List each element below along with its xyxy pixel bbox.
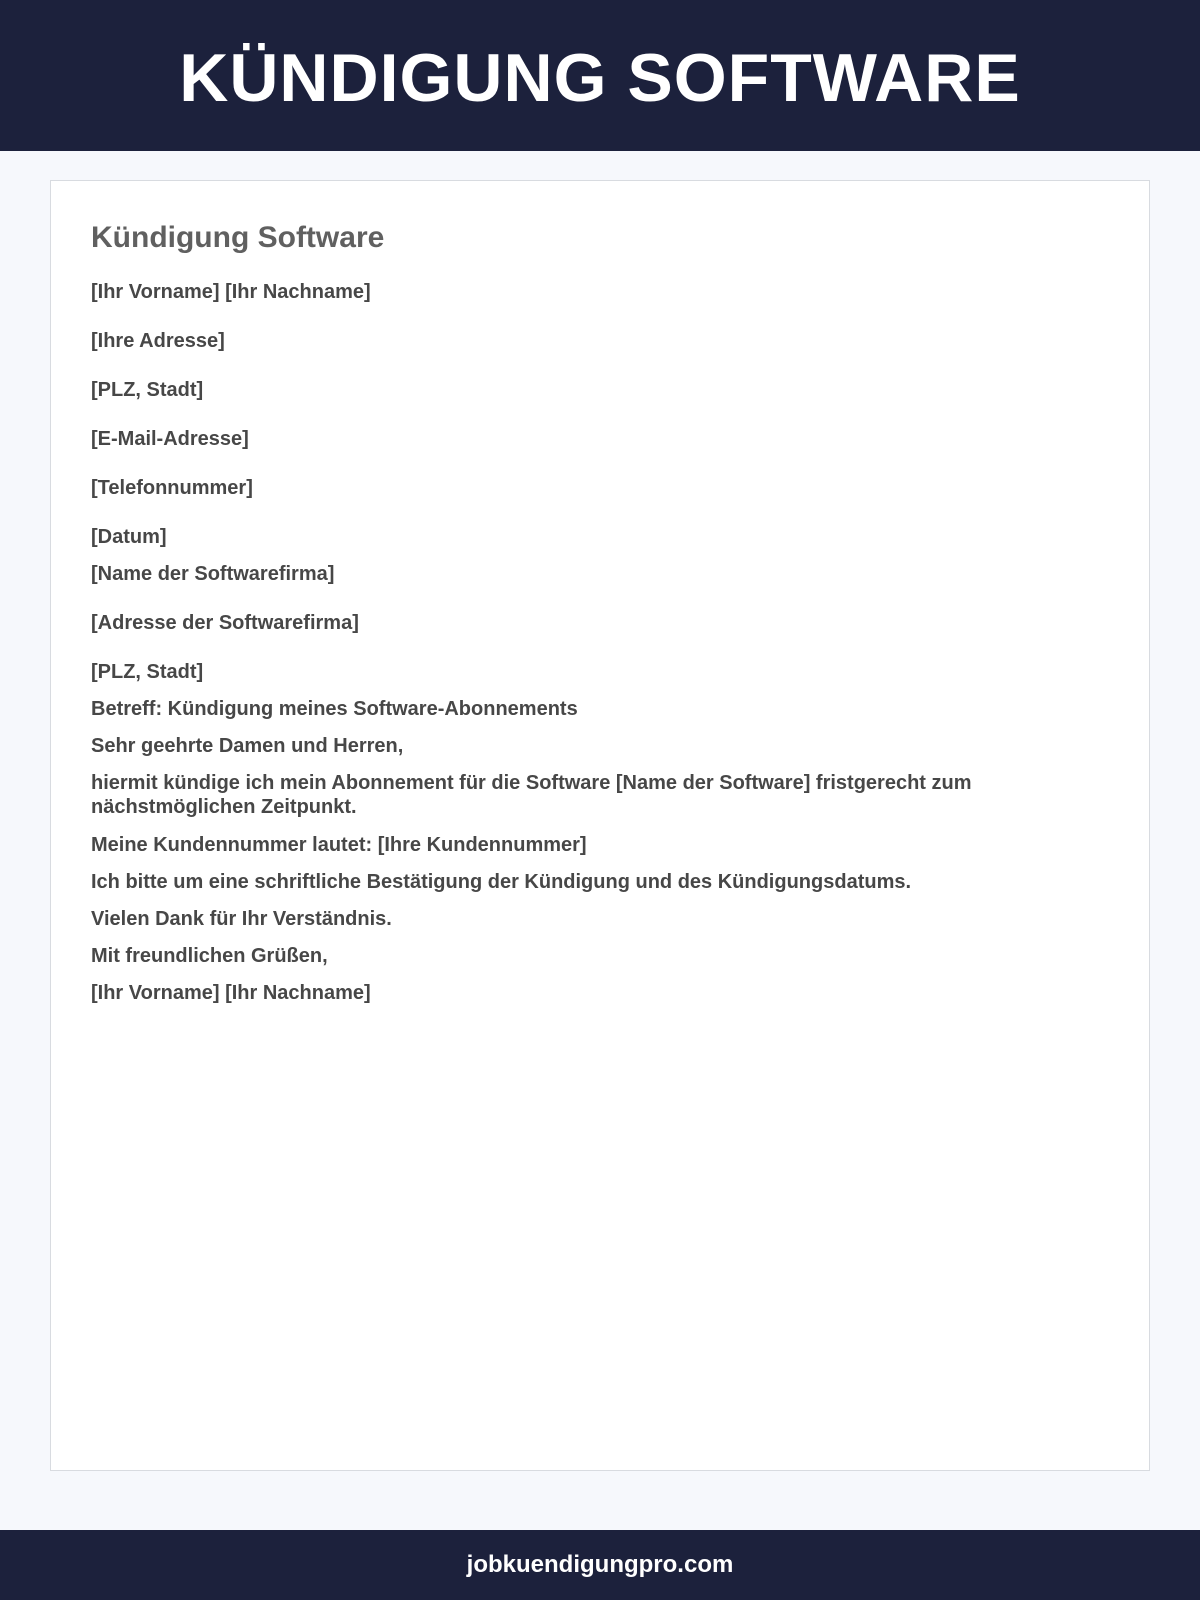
body-thanks: Vielen Dank für Ihr Verständnis. (91, 908, 392, 930)
sender-city: [PLZ, Stadt] (91, 379, 204, 401)
letter-salutation: Sehr geehrte Damen und Herren, (91, 735, 404, 757)
letter-closing: Mit freundlichen Grüßen, (91, 945, 328, 967)
letter-signature: [Ihr Vorname] [Ihr Nachname] (91, 982, 371, 1004)
sender-email: [E-Mail-Adresse] (91, 428, 249, 450)
letter-date: [Datum] (91, 526, 167, 548)
recipient-address: [Adresse der Softwarefirma] (91, 612, 359, 634)
document-title: Kündigung Software (91, 221, 385, 254)
sender-address: [Ihre Adresse] (91, 330, 225, 352)
header-title: KÜNDIGUNG SOFTWARE (179, 39, 1021, 116)
sender-name: [Ihr Vorname] [Ihr Nachname] (91, 281, 371, 303)
recipient-name: [Name der Softwarefirma] (91, 563, 335, 585)
body-cancellation: hiermit kündige ich mein Abonnement für die Software [Name der Software] fristgerecht zum nächstmöglichen Zeitpunkt. (91, 772, 972, 818)
body-confirmation-request: Ich bitte um eine schriftliche Bestätigung der Kündigung und des Kündigungsdatums. (91, 871, 912, 893)
sender-phone: [Telefonnummer] (91, 477, 253, 499)
page-header (0, 0, 1200, 151)
letter-card (50, 180, 1150, 1471)
page-footer (0, 1530, 1200, 1600)
letter-subject: Betreff: Kündigung meines Software-Abonnements (91, 698, 578, 720)
body-customer-number: Meine Kundennummer lautet: [Ihre Kundennummer] (91, 834, 587, 856)
footer-site-link[interactable]: jobkuendigungpro.com (466, 1551, 734, 1578)
recipient-city: [PLZ, Stadt] (91, 661, 204, 683)
